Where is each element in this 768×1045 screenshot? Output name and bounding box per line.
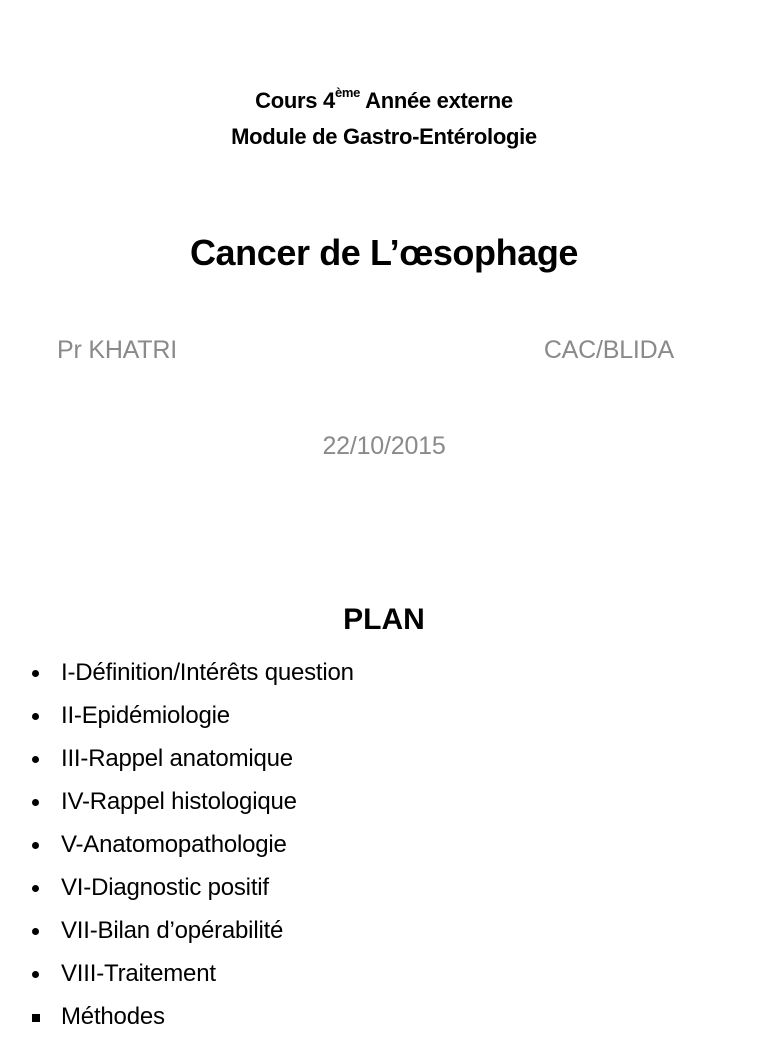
course-suffix: Année externe — [360, 88, 513, 113]
course-superscript: ème — [334, 85, 361, 100]
plan-item-label: VI-Diagnostic positif — [61, 874, 269, 901]
plan-item — [30, 744, 354, 787]
deck-title: Cancer de L’œsophage — [189, 232, 579, 273]
plan-item-label: III-Rappel anatomique — [61, 745, 293, 772]
round-bullet-icon — [32, 756, 39, 763]
course-line — [0, 85, 768, 114]
plan-item — [30, 830, 354, 873]
plan-item — [30, 658, 354, 701]
round-bullet-icon — [32, 928, 39, 935]
round-bullet-icon — [32, 713, 39, 720]
round-bullet-icon — [32, 885, 39, 892]
plan-item — [30, 873, 354, 916]
plan-item-label: IV-Rappel histologique — [61, 788, 297, 815]
plan-item — [30, 959, 354, 1002]
round-bullet-icon — [32, 670, 39, 677]
course-prefix: Cours 4 — [255, 88, 335, 113]
plan-item-label: V-Anatomopathologie — [61, 831, 287, 858]
round-bullet-icon — [32, 842, 39, 849]
plan-list — [30, 658, 354, 1045]
plan-item — [30, 916, 354, 959]
plan-item-label: I-Définition/Intérêts question — [61, 659, 354, 686]
plan-item — [30, 787, 354, 830]
presentation-date: 22/10/2015 — [322, 432, 446, 460]
round-bullet-icon — [32, 971, 39, 978]
plan-title: PLAN — [343, 603, 425, 636]
plan-item-label: VIII-Traitement — [61, 960, 216, 987]
author-name: Pr KHATRI — [57, 336, 177, 364]
round-bullet-icon — [32, 799, 39, 806]
plan-slide — [0, 560, 768, 1030]
square-bullet-icon — [32, 1014, 40, 1022]
institution-name: CAC/BLIDA — [543, 336, 674, 364]
plan-item-label: Méthodes — [61, 1003, 165, 1030]
plan-item-label: VII-Bilan d’opérabilité — [61, 917, 284, 944]
module-name: Module de Gastro-Entérologie — [231, 124, 537, 149]
plan-item-label: II-Epidémiologie — [61, 702, 230, 729]
plan-item — [30, 701, 354, 744]
